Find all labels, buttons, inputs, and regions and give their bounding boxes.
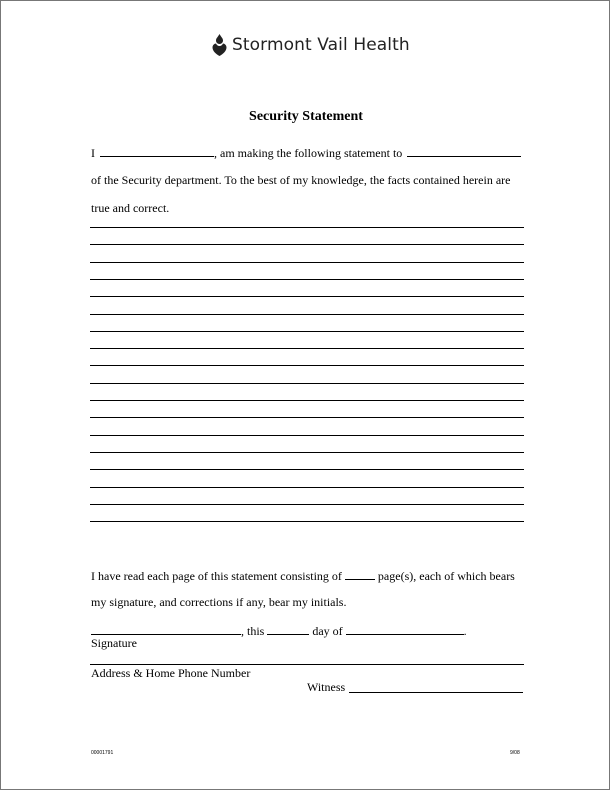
statement-line[interactable]: [90, 314, 524, 315]
signature-blank[interactable]: [91, 623, 241, 635]
signature-label: Signature: [91, 636, 137, 650]
statement-line[interactable]: [90, 383, 524, 384]
page-count-blank[interactable]: [345, 568, 375, 580]
statement-line[interactable]: [90, 262, 524, 263]
intro-making: , am making the following statement to: [214, 146, 403, 160]
statement-line[interactable]: [90, 417, 524, 418]
day-of-text: day of: [312, 624, 343, 638]
signature-row: [91, 623, 467, 639]
this-text: , this: [241, 624, 265, 638]
intro-line-3: true and correct.: [91, 201, 170, 215]
acknowledgement-line-2: my signature, and corrections if any, bear my initials.: [91, 595, 347, 609]
intro-line-1: [91, 145, 521, 161]
revision-date: 9/08: [510, 750, 520, 756]
statement-line[interactable]: [90, 279, 524, 280]
header-logo: [211, 33, 410, 57]
statement-line[interactable]: [90, 521, 524, 522]
statement-line[interactable]: [90, 348, 524, 349]
ack-part-1: I have read each page of this statement consisting of: [91, 569, 342, 583]
statement-line[interactable]: [90, 331, 524, 332]
form-title: Security Statement: [249, 109, 363, 124]
statement-line[interactable]: [90, 244, 524, 245]
statement-line[interactable]: [90, 487, 524, 488]
statement-line[interactable]: [90, 227, 524, 228]
name-blank[interactable]: [100, 145, 214, 157]
ack-part-2: page(s), each of which bears: [377, 569, 515, 583]
day-blank[interactable]: [267, 623, 309, 635]
address-label: Address & Home Phone Number: [91, 666, 251, 680]
statement-line[interactable]: [90, 469, 524, 470]
form-number: 00001791: [91, 750, 114, 756]
intro-i: I: [91, 146, 95, 160]
statement-line[interactable]: [90, 504, 524, 505]
witness-label: Witness: [307, 680, 346, 694]
month-blank[interactable]: [346, 623, 464, 635]
logo-text: Stormont Vail Health: [232, 35, 410, 55]
intro-line-2: of the Security department. To the best of my knowledge, the facts contained herein are: [91, 173, 511, 187]
stormont-vail-logo-icon: [211, 33, 228, 57]
statement-line[interactable]: [90, 365, 524, 366]
statement-line[interactable]: [90, 296, 524, 297]
acknowledgement-line-1: [91, 568, 515, 584]
statement-line[interactable]: [90, 435, 524, 436]
period-text: .: [463, 624, 467, 638]
witness-line[interactable]: [349, 692, 523, 693]
address-line[interactable]: [90, 664, 524, 665]
recipient-blank[interactable]: [407, 145, 521, 157]
statement-line[interactable]: [90, 452, 524, 453]
statement-line[interactable]: [90, 400, 524, 401]
